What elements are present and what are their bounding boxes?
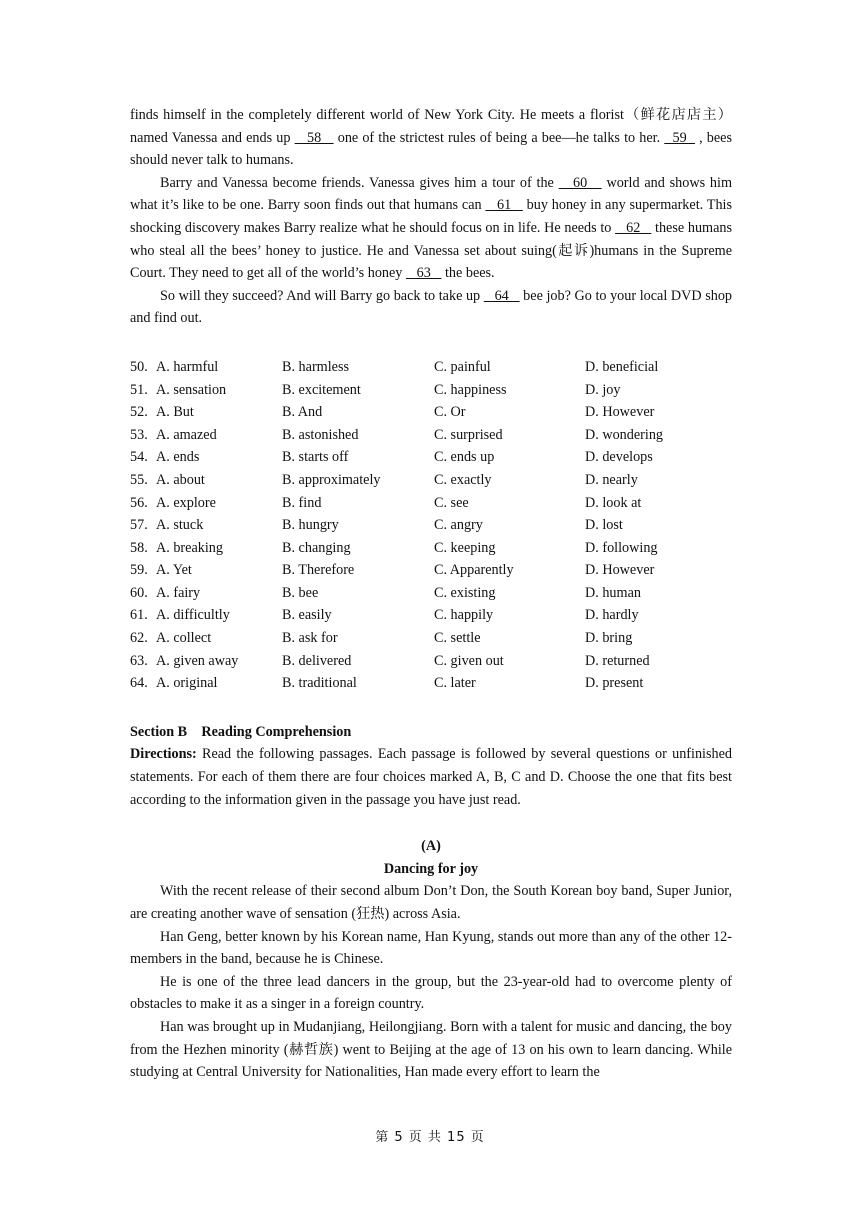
option-row	[130, 469, 732, 492]
option-d: D. nearly	[585, 471, 638, 488]
passage-paragraph: finds himself in the completely different world of New York City. He meets a florist（鲜花店店主）named Vanessa and ends up 58 one of the strictest rules of being a bee—he talks to her. 59 , bees should never talk to humans.	[130, 107, 733, 169]
option-b: B. traditional	[282, 675, 357, 692]
option-a: A. ends	[156, 449, 200, 466]
option-a: A. difficultly	[156, 607, 230, 624]
option-c: C. happiness	[434, 381, 507, 398]
question-number: 55.	[130, 471, 148, 488]
option-c: C. given out	[434, 652, 504, 669]
option-d: D. hardly	[585, 607, 639, 624]
option-a: A. But	[156, 404, 194, 421]
option-c: C. ends up	[434, 449, 495, 466]
option-d: D. lost	[585, 517, 623, 534]
option-a: A. harmful	[156, 358, 219, 375]
blank-60: 60	[558, 174, 602, 191]
option-d: D. look at	[585, 494, 642, 511]
question-number: 61.	[130, 607, 148, 624]
question-number: 54.	[130, 449, 148, 466]
question-number: 50.	[130, 358, 148, 375]
option-b: B. approximately	[282, 471, 381, 488]
option-c: C. angry	[434, 517, 483, 534]
option-b: B. harmless	[282, 358, 349, 375]
option-row	[130, 492, 732, 515]
option-c: C. settle	[434, 630, 481, 647]
option-row	[130, 604, 732, 627]
question-number: 60.	[130, 584, 148, 601]
question-number: 57.	[130, 517, 148, 534]
passage-label: (A)	[421, 838, 441, 855]
option-b: B. And	[282, 404, 323, 421]
option-d: D. present	[585, 675, 644, 692]
option-a: A. original	[156, 675, 218, 692]
option-row	[130, 672, 732, 695]
option-c: C. keeping	[434, 539, 496, 556]
option-c: C. Apparently	[434, 562, 514, 579]
question-number: 51.	[130, 381, 148, 398]
option-row	[130, 514, 732, 537]
option-a: A. sensation	[156, 381, 227, 398]
blank-64: 64	[483, 287, 520, 304]
question-number: 63.	[130, 652, 148, 669]
option-a: A. given away	[156, 652, 239, 669]
option-d: D. wondering	[585, 426, 664, 443]
option-d: D. joy	[585, 381, 621, 398]
question-number: 58.	[130, 539, 148, 556]
option-b: B. Therefore	[282, 562, 355, 579]
blank-63: 63	[405, 265, 442, 282]
section-title: Section B Reading Comprehension	[130, 723, 352, 740]
option-row	[130, 559, 732, 582]
passage-title: Dancing for joy	[383, 860, 479, 877]
option-row	[130, 650, 732, 673]
passage-paragraph: So will they succeed? And will Barry go back to take up 64 bee job? Go to your local DVD shop and find out.	[130, 287, 733, 327]
option-d: D. However	[585, 562, 655, 579]
page-footer: 第 5 页 共 15 页	[375, 1130, 485, 1145]
question-number: 53.	[130, 426, 148, 443]
option-row	[130, 582, 732, 605]
passage-paragraph: Han was brought up in Mudanjiang, Heilongjiang. Born with a talent for music and dancing, the boy from the Hezhen minority (赫哲族) went to Beijing at the age of 13 on his own to learn dancing. While studying at Central University for Nationalities, Han made every effort to learn the	[130, 1018, 732, 1081]
option-c: C. existing	[434, 584, 496, 601]
option-b: B. bee	[282, 584, 319, 601]
passage-paragraph: Han Geng, better known by his Korean name, Han Kyung, stands out more than any of the other 12-members in the band, because he is Chinese.	[130, 928, 732, 968]
blank-59: 59	[664, 129, 695, 146]
option-a: A. amazed	[156, 426, 217, 443]
option-d: D. following	[585, 539, 658, 556]
option-d: D. returned	[585, 652, 650, 669]
option-a: A. collect	[156, 630, 212, 647]
option-c: C. happily	[434, 607, 494, 624]
directions	[130, 743, 732, 811]
option-row	[130, 401, 732, 424]
option-d: D. beneficial	[585, 358, 659, 375]
options-list	[130, 356, 732, 695]
option-c: C. later	[434, 675, 476, 692]
option-row	[130, 537, 732, 560]
option-row	[130, 627, 732, 650]
option-c: C. painful	[434, 358, 491, 375]
question-number: 62.	[130, 630, 148, 647]
question-number: 59.	[130, 562, 148, 579]
option-c: C. Or	[434, 404, 466, 421]
option-b: B. ask for	[282, 630, 338, 647]
directions-text: Read the following passages. Each passage is followed by several questions or unfinished statements. For each of them there are four choices marked A, B, C and D. Choose the one that fits best according to the information given in the passage you have just read.	[130, 746, 732, 808]
option-a: A. fairy	[156, 584, 201, 601]
option-b: B. easily	[282, 607, 332, 624]
option-d: D. develops	[585, 449, 653, 466]
question-number: 56.	[130, 494, 148, 511]
option-a: A. explore	[156, 494, 216, 511]
passage-paragraph: With the recent release of their second album Don’t Don, the South Korean boy band, Super Junior, are creating another wave of sensation (狂热) across Asia.	[130, 883, 732, 922]
passage-paragraph: He is one of the three lead dancers in the group, but the 23-year-old had to overcome plenty of obstacles to make it as a singer in a foreign country.	[130, 973, 732, 1013]
option-row	[130, 356, 732, 379]
blank-61: 61	[485, 197, 523, 214]
option-b: B. find	[282, 494, 322, 511]
option-a: A. breaking	[156, 539, 223, 556]
option-b: B. starts off	[282, 449, 349, 466]
option-a: A. about	[156, 471, 205, 488]
option-c: C. surprised	[434, 426, 503, 443]
option-d: D. However	[585, 404, 655, 421]
blank-62: 62	[615, 219, 652, 236]
option-b: B. changing	[282, 539, 351, 556]
question-number: 64.	[130, 675, 148, 692]
option-b: B. excitement	[282, 381, 361, 398]
question-number: 52.	[130, 404, 148, 421]
option-b: B. astonished	[282, 426, 359, 443]
option-b: B. delivered	[282, 652, 352, 669]
option-row	[130, 379, 732, 402]
option-d: D. human	[585, 584, 641, 601]
option-row	[130, 446, 732, 469]
option-c: C. see	[434, 494, 469, 511]
option-d: D. bring	[585, 630, 633, 647]
directions-label: Directions:	[130, 746, 197, 763]
passage-paragraph: Barry and Vanessa become friends. Vanessa gives him a tour of the 60 world and shows him what it’s like to be one. Barry soon finds out that humans can 61 buy honey in any supermarket. This shocking discovery makes Barry realize what he should focus on in life. He needs to 62 these humans who steal all the bees’ honey to justice. He and Vanessa set about suing(起诉)humans in the Supreme Court. They need to get all of the world’s honey 63 the bees.	[130, 174, 733, 282]
option-c: C. exactly	[434, 471, 492, 488]
option-b: B. hungry	[282, 517, 339, 534]
option-a: A. Yet	[156, 562, 192, 579]
option-row	[130, 424, 732, 447]
blank-58: 58	[294, 129, 334, 146]
option-a: A. stuck	[156, 517, 204, 534]
document-page	[130, 104, 732, 1084]
